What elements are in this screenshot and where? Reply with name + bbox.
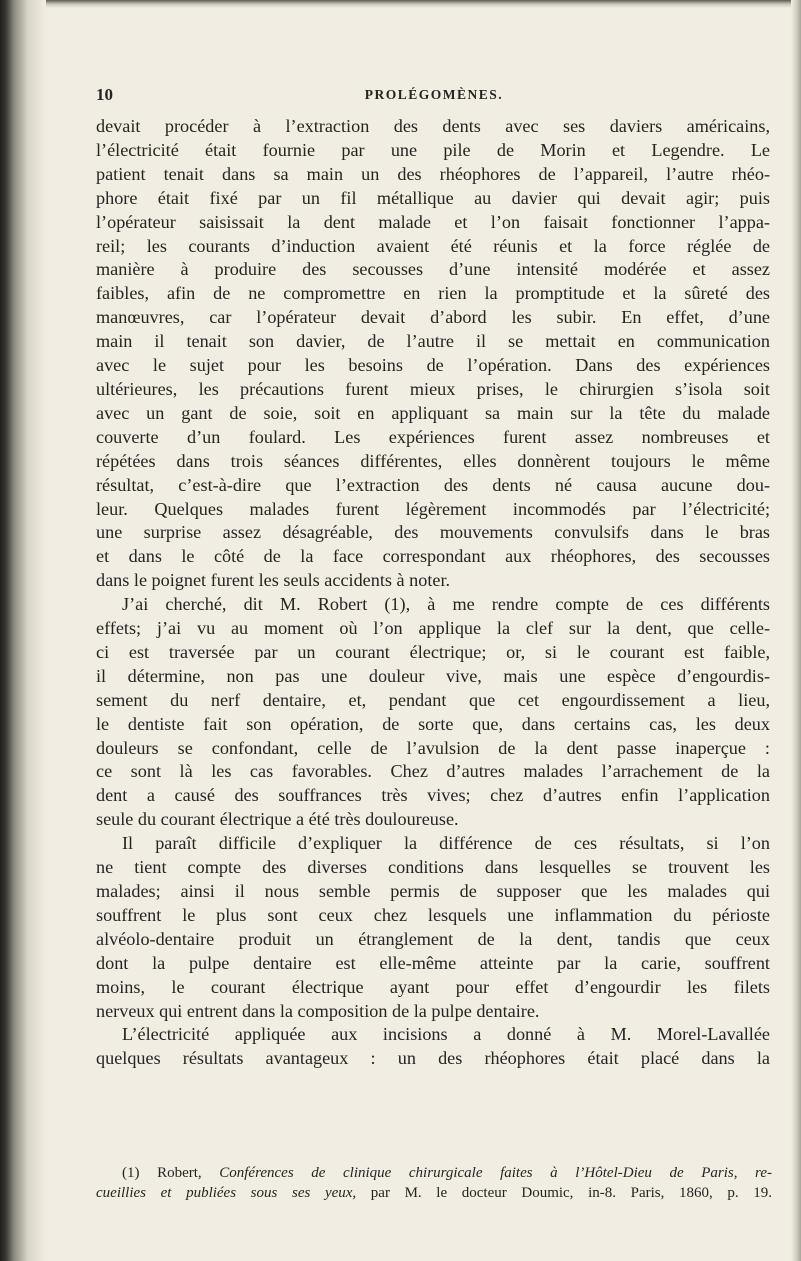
- text-line: alvéolo-dentaire produit un étranglement de la dent, tandis que ceux: [96, 928, 770, 949]
- book-gutter-shadow: [0, 0, 46, 1261]
- text-line: ne tient compte des diverses conditions dans lesquelles se trouvent les: [96, 857, 770, 878]
- text-line: manœuvres, car l’opérateur devait d’abord les subir. En effet, d’une: [96, 307, 770, 328]
- page-shadow-right: [791, 0, 801, 1261]
- text-line: souffrent le plus sont ceux chez lesquels une inflammation du périoste: [96, 904, 770, 925]
- text-line: manière à produire des secousses d’une intensité modérée et assez: [96, 259, 770, 280]
- text-line: seule du courant électrique a été très douloureuse.: [96, 809, 459, 830]
- text-line: Il paraît difficile d’expliquer la différence de ces résultats, si l’on: [122, 833, 770, 854]
- text-line: J’ai cherché, dit M. Robert (1), à me rendre compte de ces différents: [122, 594, 770, 615]
- text-line: ce sont là les cas favorables. Chez d’autres malades l’arrachement de la: [96, 761, 770, 782]
- text-line: malades; ainsi il nous semble permis de supposer que les malades qui: [96, 881, 770, 901]
- page-shadow-top: [0, 0, 801, 8]
- text-line: dont la pulpe dentaire est elle-même atteinte par la carie, souffrent: [96, 952, 770, 973]
- text-line: dent a causé des souffrances très vives; chez d’autres enfin l’application: [96, 785, 770, 806]
- text-line: reil; les courants d’induction avaient été réunis et la force réglée de: [96, 235, 770, 256]
- text-line: devait procéder à l’extraction des dents avec ses daviers américains,: [96, 116, 770, 136]
- text-line: une surprise assez désagréable, des mouvements convulsifs dans le bras: [96, 522, 770, 543]
- text-line: couverte d’un foulard. Les expériences furent assez nombreuses et: [96, 426, 770, 447]
- text-line: sement du nerf dentaire, et, pendant que cet engourdissement a lieu,: [96, 689, 770, 710]
- text-line: l’électricité était fournie par une pile de Morin et Legendre. Le: [96, 139, 770, 160]
- text-line: L’électricité appliquée aux incisions a donné à M. Morel-Lavallée: [122, 1024, 770, 1045]
- footnote-line: [96, 1163, 772, 1183]
- footnote-text: (1) Robert,: [122, 1165, 220, 1181]
- text-line: moins, le courant électrique ayant pour effet d’engourdir les filets: [96, 976, 770, 997]
- footnote: [96, 1163, 772, 1203]
- footnote-title: cueillies et publiées sous ses yeux,: [96, 1185, 357, 1201]
- footnote-text: par M. le docteur Doumic, in-8. Paris, 1860, p. 19.: [356, 1185, 772, 1201]
- text-line: le dentiste fait son opération, de sorte que, dans certains cas, les deux: [96, 713, 770, 734]
- text-line: l’opérateur saisissait la dent malade et l’on faisait fonctionner l’appa-: [96, 211, 770, 232]
- text-line: et dans le côté de la face correspondant aux rhéophores, des secousses: [96, 546, 770, 567]
- text-line: faibles, afin de ne compromettre en rien la promptitude et la sûreté des: [96, 283, 770, 304]
- text-line: ci est traversée par un courant électrique; or, si le courant est faible,: [96, 641, 770, 662]
- footnote-line: [96, 1183, 772, 1203]
- text-line: phore était fixé par un fil métallique au davier qui devait agir; puis: [96, 187, 770, 208]
- running-head: PROLÉGOMÈNES.: [364, 87, 504, 102]
- text-line: quelques résultats avantageux : un des rhéophores était placé dans la: [96, 1048, 770, 1069]
- text-line: main il tenait son davier, de l’autre il se mettait en communication: [96, 331, 770, 352]
- text-line: dans le poignet furent les seuls accidents à noter.: [96, 570, 451, 591]
- text-line: répétées dans trois séances différentes, elles donnèrent toujours le même: [96, 450, 770, 471]
- text-line: nerveux qui entrent dans la composition de la pulpe dentaire.: [96, 1000, 540, 1021]
- text-line: avec le sujet pour les besoins de l’opération. Dans des expériences: [96, 355, 770, 376]
- text-line: patient tenait dans sa main un des rhéophores de l’appareil, l’autre rhéo-: [96, 163, 770, 184]
- text-line: avec un gant de soie, soit en appliquant sa main sur la tête du malade: [96, 402, 770, 423]
- text-line: douleurs se confondant, celle de l’avulsion de la dent passe inaperçue :: [96, 737, 770, 758]
- page-number: 10: [96, 85, 113, 104]
- body-text: [96, 115, 770, 1071]
- footnote-title: Conférences de clinique chirurgicale faites à l’Hôtel-Dieu de Paris, re-: [219, 1165, 772, 1181]
- text-line: il détermine, non pas une douleur vive, mais une espèce d’engourdis-: [96, 665, 770, 686]
- text-line: ultérieures, les précautions furent mieux prises, le chirurgien s’isola soit: [96, 378, 770, 399]
- text-line: effets; j’ai vu au moment où l’on applique la clef sur la dent, que celle-: [96, 618, 770, 639]
- text-line: résultat, c’est-à-dire que l’extraction des dents né causa aucune dou-: [96, 474, 770, 495]
- page-header: [96, 85, 772, 109]
- text-line: leur. Quelques malades furent légèrement incommodés par l’électricité;: [96, 498, 770, 519]
